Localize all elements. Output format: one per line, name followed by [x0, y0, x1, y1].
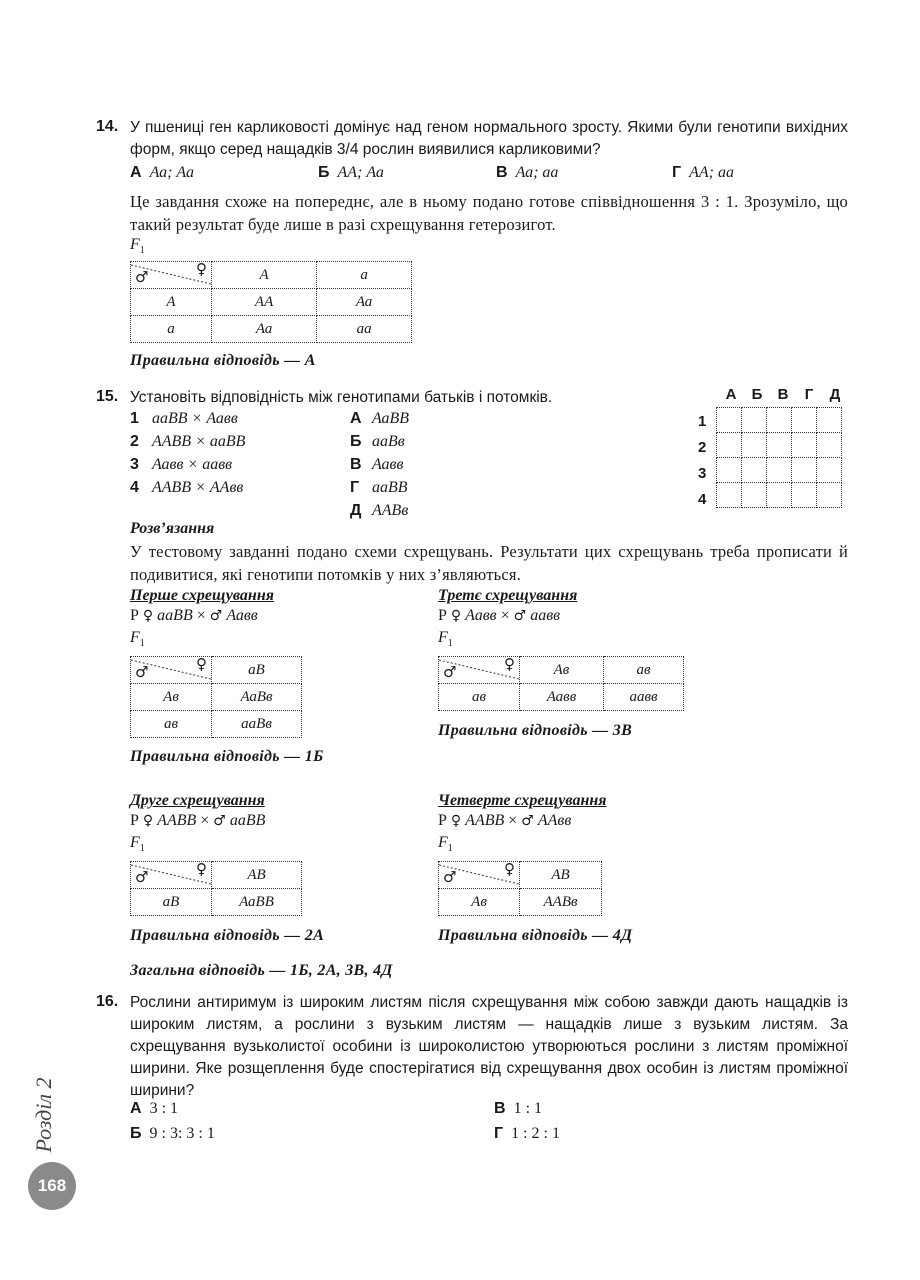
male-symbol-icon: ♂	[443, 868, 457, 886]
cross-3-parents: Р ♀ Аавв × ♂ аавв	[438, 607, 561, 624]
cross-4-title: Четверте схрещування	[438, 792, 607, 809]
q15-solution-title: Розв’язання	[130, 520, 215, 537]
page-number-badge: 168	[28, 1162, 76, 1210]
gamete-row-label: Ав	[439, 889, 520, 916]
grid-cell[interactable]	[817, 433, 842, 458]
male-symbol-icon: ♂	[135, 868, 149, 886]
q16-option-v: В 1 : 1	[494, 1100, 543, 1117]
female-symbol-icon: ♀	[504, 860, 515, 878]
cross-1-parents: Р ♀ ааВВ × ♂ Аавв	[130, 607, 258, 624]
genotype-cell: аавв	[603, 684, 683, 711]
gamete-header: аВ	[212, 657, 302, 684]
genotype-cell: ААВв	[520, 889, 602, 916]
gamete-row-label: аВ	[131, 889, 212, 916]
female-symbol-icon: ♀	[450, 813, 462, 829]
q15-right-a: А АаВВ	[350, 410, 410, 427]
cross-2-title: Друге схрещування	[130, 792, 265, 809]
gamete-header: АВ	[212, 862, 302, 889]
female-symbol-icon: ♀	[196, 655, 207, 673]
female-symbol-icon: ♀	[142, 813, 154, 829]
grid-cell[interactable]	[742, 458, 767, 483]
question-14-number: 14.	[96, 118, 119, 135]
grid-cell[interactable]	[742, 483, 767, 508]
punnett-corner	[439, 862, 520, 889]
punnett-corner	[131, 862, 212, 889]
question-15-number: 15.	[96, 388, 119, 405]
cross-4-answer: Правильна відповідь — 4Д	[438, 927, 633, 944]
q16-option-a: А 3 : 1	[130, 1100, 179, 1117]
q14-option-g: Г АА; аа	[672, 164, 734, 181]
q14-f1-label: $F_1$	[130, 236, 145, 257]
punnett-corner	[131, 262, 212, 289]
grid-row-label: 1	[698, 413, 707, 430]
gamete-header: а	[317, 262, 412, 289]
question-16-number: 16.	[96, 993, 119, 1010]
female-symbol-icon: ♀	[142, 608, 154, 624]
gamete-header: Ав	[520, 657, 604, 684]
gamete-row-label: А	[131, 289, 212, 316]
grid-cell[interactable]	[717, 458, 742, 483]
cross-3-title: Третє схрещування	[438, 587, 578, 604]
cross-3-f1-label: $F_1$	[438, 629, 453, 650]
grid-cell[interactable]	[717, 408, 742, 433]
q14-option-a: А Аа; Аа	[130, 164, 194, 181]
cross-2-answer: Правильна відповідь — 2А	[130, 927, 325, 944]
q14-explanation: Це завдання схоже на попереднє, але в ньому подано готове співвідношення 3 : 1. Зрозуміло, що такий результат буде лише в разі схрещування гетерозигот.	[130, 192, 848, 234]
q14-answer: Правильна відповідь — А	[130, 352, 316, 369]
question-16-text: Рослини антиримум із широким листям після схрещування між собою завжди дають нащадків із широким листям, а рослини з вузьким листям — нащадків лише з вузьким листям. За схрещування вузьколистої особини із широколистою утворюються рослини з листям проміжної ширини. Яке розщеплення буде спостерігатися від схрещування двох особин із листям проміжної ширини?	[130, 994, 848, 1099]
grid-col-label: А	[725, 386, 737, 403]
genotype-cell: ааВв	[212, 711, 302, 738]
grid-cell[interactable]	[767, 408, 792, 433]
cross-4-parents: Р ♀ ААВВ × ♂ ААвв	[438, 812, 572, 829]
male-symbol-icon: ♂	[521, 813, 534, 829]
gamete-header: ав	[603, 657, 683, 684]
cross-3-punnett-table	[438, 656, 684, 711]
cross-3-answer: Правильна відповідь — 3В	[438, 722, 633, 739]
question-14-text: У пшениці ген карликовості домінує над геном нормального зросту. Якими були генотипи вихідних форм, якщо серед нащадків 3/4 рослин виявилися карликовими?	[130, 119, 848, 158]
q14-option-b: Б АА; Аа	[318, 164, 384, 181]
punnett-corner	[439, 657, 520, 684]
answer-grid-header	[718, 386, 848, 403]
genotype-cell: АА	[212, 289, 317, 316]
q15-solution-text: У тестовому завданні подано схеми схрещувань. Результати цих схрещувань треба прописати й подивитися, які генотипи потомків у них з’являються.	[130, 542, 848, 584]
q15-left-4: 4 ААВВ × ААвв	[130, 479, 244, 496]
q14-option-v: В Аа; аа	[496, 164, 559, 181]
gamete-row-label: ав	[439, 684, 520, 711]
gamete-row-label: ав	[131, 711, 212, 738]
q15-total-answer: Загальна відповідь — 1Б, 2А, 3В, 4Д	[130, 962, 393, 979]
grid-cell[interactable]	[817, 408, 842, 433]
question-15-text: Установіть відповідність між генотипами батьків і потомків.	[130, 389, 553, 406]
grid-cell[interactable]	[742, 408, 767, 433]
genotype-cell: Аа	[317, 289, 412, 316]
grid-cell[interactable]	[717, 433, 742, 458]
grid-col-label: Г	[804, 386, 814, 403]
female-symbol-icon: ♀	[450, 608, 462, 624]
cross-2-punnett-table	[130, 861, 302, 916]
punnett-corner	[131, 657, 212, 684]
grid-col-label: Д	[829, 386, 841, 403]
genotype-cell: аа	[317, 316, 412, 343]
genotype-cell: Аа	[212, 316, 317, 343]
male-symbol-icon: ♂	[213, 813, 226, 829]
grid-cell[interactable]	[792, 408, 817, 433]
genotype-cell: АаВВ	[212, 889, 302, 916]
grid-cell[interactable]	[817, 458, 842, 483]
grid-cell[interactable]	[767, 433, 792, 458]
cross-4-f1-label: $F_1$	[438, 834, 453, 855]
cross-1-f1-label: $F_1$	[130, 629, 145, 650]
grid-row-label: 2	[698, 439, 707, 456]
q15-right-d: Д ААВв	[350, 502, 409, 519]
genotype-cell: АаВв	[212, 684, 302, 711]
q16-option-b: Б 9 : 3: 3 : 1	[130, 1125, 215, 1142]
grid-cell[interactable]	[792, 458, 817, 483]
genotype-cell: Аавв	[520, 684, 604, 711]
male-symbol-icon: ♂	[209, 608, 223, 624]
q15-right-g: Г ааВВ	[350, 479, 408, 496]
gamete-row-label: Ав	[131, 684, 212, 711]
gamete-header: А	[212, 262, 317, 289]
section-label: Розділ 2	[31, 1077, 56, 1153]
grid-cell[interactable]	[817, 483, 842, 508]
q15-left-2: 2 ААВВ × ааВВ	[130, 433, 246, 450]
grid-col-label: Б	[751, 386, 763, 403]
male-symbol-icon: ♂	[443, 663, 457, 681]
male-symbol-icon: ♂	[135, 268, 149, 286]
grid-cell[interactable]	[742, 433, 767, 458]
answer-grid[interactable]	[716, 407, 842, 508]
grid-cell[interactable]	[792, 483, 817, 508]
grid-cell[interactable]	[717, 483, 742, 508]
q15-right-v: В Аавв	[350, 456, 404, 473]
answer-grid-row-labels	[698, 409, 712, 513]
female-symbol-icon: ♀	[504, 655, 515, 673]
grid-row-label: 4	[698, 491, 707, 508]
cross-4-punnett-table	[438, 861, 602, 916]
gamete-row-label: а	[131, 316, 212, 343]
cross-2-f1-label: $F_1$	[130, 834, 145, 855]
gamete-header: АВ	[520, 862, 602, 889]
grid-cell[interactable]	[792, 433, 817, 458]
q14-punnett-table	[130, 261, 412, 343]
grid-cell[interactable]	[767, 483, 792, 508]
q15-left-1: 1 ааВВ × Аавв	[130, 410, 238, 427]
grid-row-label: 3	[698, 465, 707, 482]
q15-left-3: 3 Аавв × аавв	[130, 456, 233, 473]
grid-cell[interactable]	[767, 458, 792, 483]
male-symbol-icon: ♂	[135, 663, 149, 681]
male-symbol-icon: ♂	[513, 608, 527, 624]
female-symbol-icon: ♀	[196, 260, 207, 278]
cross-1-title: Перше схрещування	[130, 587, 274, 604]
female-symbol-icon: ♀	[196, 860, 207, 878]
cross-1-punnett-table	[130, 656, 302, 738]
q16-option-g: Г 1 : 2 : 1	[494, 1125, 560, 1142]
grid-col-label: В	[777, 386, 789, 403]
q15-right-b: Б ааВв	[350, 433, 405, 450]
cross-1-answer: Правильна відповідь — 1Б	[130, 748, 324, 765]
cross-2-parents: Р ♀ ААВВ × ♂ ааВВ	[130, 812, 266, 829]
